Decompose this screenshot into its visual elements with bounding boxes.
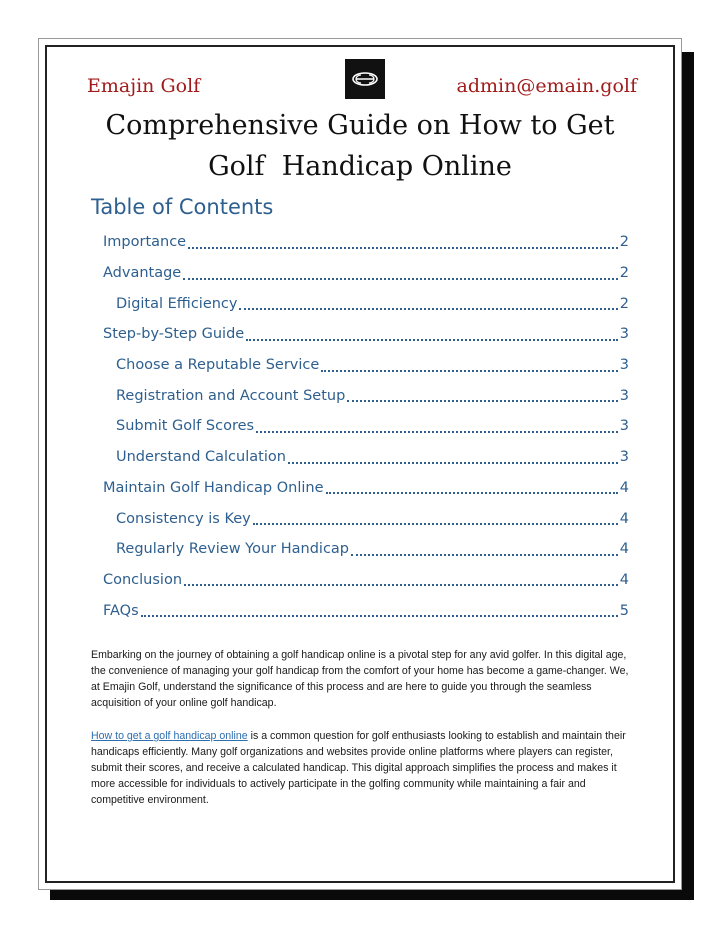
toc-item-label: Consistency is Key [116,510,251,527]
toc-leader-dots [183,277,618,280]
toc-item-label: Digital Efficiency [116,295,238,312]
toc-leader-dots [188,246,618,249]
toc-item-label: Advantage [103,265,182,282]
toc-item-label: Conclusion [103,571,183,588]
table-of-contents [103,227,629,626]
document-page [38,38,682,890]
toc-item-step-by-step-guide[interactable] [103,319,629,350]
toc-item-choose-service[interactable] [103,350,629,381]
toc-page-number: 5 [619,602,629,619]
toc-leader-dots [141,614,618,617]
toc-item-faqs[interactable] [103,595,629,626]
handicap-paragraph-text: is a common question for golf enthusiasts looking to establish and maintain their handicaps efficiently. Many golf organizations and websites provide online platforms where players can register, submit their scores, and receive a calculated handicap. This digital approach simplifies the process and makes it more accessible for individuals to actively participate in the golfing community while maintaining a fair and competitive environment. [91,730,626,806]
toc-page-number: 2 [619,265,629,282]
toc-leader-dots [184,583,618,586]
toc-leader-dots [239,307,617,310]
toc-page-number: 2 [619,234,629,251]
title-line-2: Golf Handicap Online [208,151,512,182]
toc-item-conclusion[interactable] [103,565,629,596]
toc-heading: Table of Contents [91,195,274,219]
emajin-golf-logo-icon [345,59,385,99]
toc-item-maintain-handicap[interactable] [103,473,629,504]
toc-leader-dots [256,430,618,433]
page-border [45,45,675,883]
toc-item-advantage[interactable] [103,258,629,289]
title-line-1: Comprehensive Guide on How to Get [105,110,615,141]
page-title [67,105,653,187]
handicap-paragraph [91,728,633,808]
contact-email: admin@emain.golf [456,75,637,97]
toc-item-review-handicap[interactable] [103,534,629,565]
toc-item-label: Submit Golf Scores [116,418,255,435]
toc-page-number: 3 [619,387,629,404]
toc-leader-dots [321,369,617,372]
toc-page-number: 3 [619,418,629,435]
toc-item-registration[interactable] [103,380,629,411]
handicap-online-link[interactable]: How to get a golf handicap online [91,730,248,742]
toc-item-consistency[interactable] [103,503,629,534]
toc-page-number: 4 [619,510,629,527]
toc-item-digital-efficiency[interactable] [103,288,629,319]
toc-leader-dots [351,553,618,556]
toc-leader-dots [288,461,618,464]
toc-leader-dots [253,522,618,525]
toc-item-label: Importance [103,234,187,251]
toc-leader-dots [246,338,618,341]
toc-page-number: 4 [619,479,629,496]
toc-item-label: Understand Calculation [116,449,286,466]
intro-paragraph: Embarking on the journey of obtaining a golf handicap online is a pivotal step for any avid golfer. In this digital age, the convenience of managing your golf handicap from the comfort of your home has become a game-changer. We, at Emajin Golf, understand the significance of this process and are here to guide you through the seamless acquisition of your online golf handicap. [91,649,629,709]
toc-item-importance[interactable] [103,227,629,258]
toc-item-label: Step-by-Step Guide [103,326,245,343]
toc-item-label: Maintain Golf Handicap Online [103,479,324,496]
toc-item-label: Registration and Account Setup [116,387,346,404]
toc-leader-dots [347,399,617,402]
toc-page-number: 3 [619,326,629,343]
toc-page-number: 2 [619,295,629,312]
toc-item-label: FAQs [103,602,139,619]
toc-leader-dots [326,491,618,494]
toc-item-label: Choose a Reputable Service [116,357,320,374]
brand-name: Emajin Golf [87,75,201,97]
toc-page-number: 3 [619,357,629,374]
toc-item-label: Regularly Review Your Handicap [116,541,350,558]
toc-item-submit-scores[interactable] [103,411,629,442]
toc-page-number: 4 [619,541,629,558]
toc-page-number: 4 [619,571,629,588]
toc-item-understand-calculation[interactable] [103,442,629,473]
toc-page-number: 3 [619,449,629,466]
